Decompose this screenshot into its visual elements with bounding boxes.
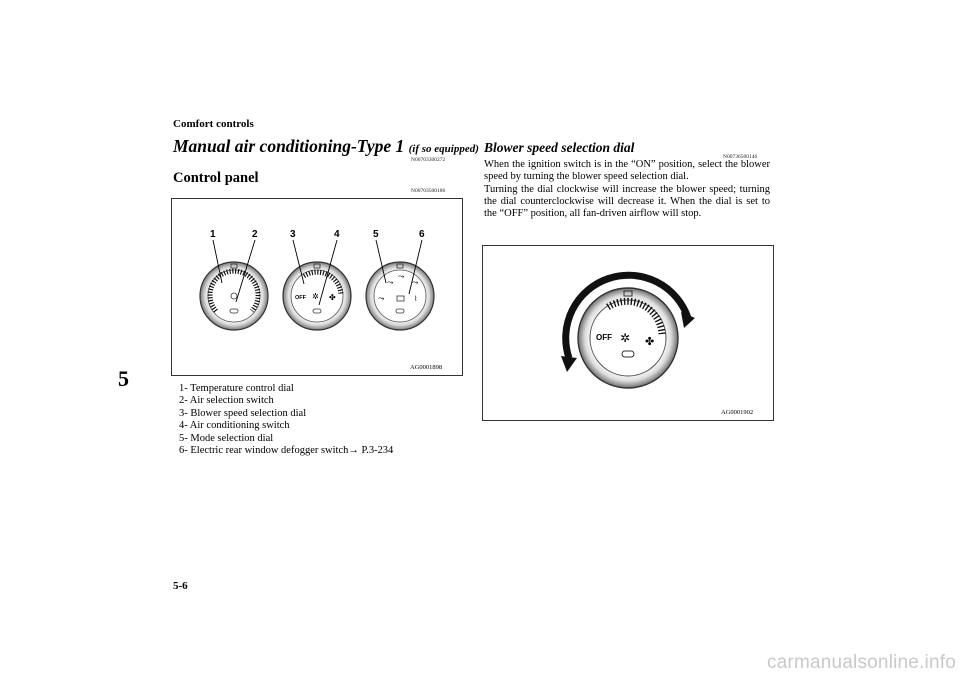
mode-bilevel-icon: ⤳ [387, 278, 394, 287]
control-panel-heading: Control panel [173, 170, 259, 186]
mode-selection-dial [366, 262, 434, 330]
mode-feet-icon: ⤳ [398, 272, 405, 281]
legend-item: 2- Air selection switch [179, 395, 274, 407]
page-number: 5-6 [173, 580, 188, 592]
section-title-suffix: (if so equipped) [408, 143, 479, 155]
callout-3: 3 [290, 229, 296, 240]
defrost-icon: ⌇ [414, 295, 418, 303]
running-header: Comfort controls [173, 118, 254, 130]
blower-description [484, 159, 770, 220]
legend-item: 3- Blower speed selection dial [179, 407, 307, 419]
paragraph: When the ignition switch is in the “ON” position, select the blower speed by turning the blower speed selection dial. [484, 159, 770, 183]
legend-item: 6- Electric rear window defogger switch→ P.3-234 [179, 445, 394, 457]
dial-off-label: OFF [596, 333, 612, 342]
ac-snowflake-icon: ✲ [312, 292, 319, 301]
section-title-code: N00703300272 [411, 157, 446, 163]
ac-snowflake-icon: ✲ [620, 331, 631, 345]
counterclockwise-arrowhead-icon [561, 356, 577, 372]
fan-icon: ✤ [645, 335, 655, 348]
blower-dial-figure [482, 245, 774, 421]
figure-id: AG0001902 [721, 409, 754, 416]
legend-item: 4- Air conditioning switch [179, 420, 290, 432]
blower-section-title: Blower speed selection dial [484, 140, 635, 155]
callout-2: 2 [252, 229, 258, 240]
mode-face-icon: ⤳ [378, 294, 385, 303]
mode-feet-defrost-icon: ⤳ [412, 278, 419, 287]
callout-1: 1 [210, 229, 216, 240]
blower-section-code: N00736500146 [723, 154, 758, 160]
control-panel-illustration [172, 199, 462, 375]
blower-dial-illustration [483, 246, 773, 420]
blower-speed-dial [283, 262, 351, 330]
watermark: carmanualsonline.info [766, 652, 956, 673]
section-title [173, 136, 479, 157]
callout-4: 4 [334, 229, 340, 240]
control-panel-figure [171, 198, 463, 376]
callout-6: 6 [419, 229, 425, 240]
figure-id: AG0001898 [410, 364, 443, 371]
section-title-text: Manual air conditioning-Type 1 [173, 136, 405, 156]
callout-5: 5 [373, 229, 379, 240]
legend-item: 5- Mode selection dial [179, 432, 274, 444]
control-panel-legend [179, 383, 393, 457]
dial-off-label: OFF [295, 295, 306, 301]
paragraph: Turning the dial clockwise will increase the blower speed; turning the dial counterclockwise will decrease it. When the dial is set to the “OFF” position, all fan-driven airflow will stop. [484, 183, 770, 220]
control-panel-code: N00703500186 [411, 188, 446, 194]
chapter-tab: 5 [118, 366, 129, 391]
legend-item: 1- Temperature control dial [179, 383, 294, 394]
fan-icon: ✤ [329, 293, 336, 302]
temperature-dial [200, 262, 268, 330]
